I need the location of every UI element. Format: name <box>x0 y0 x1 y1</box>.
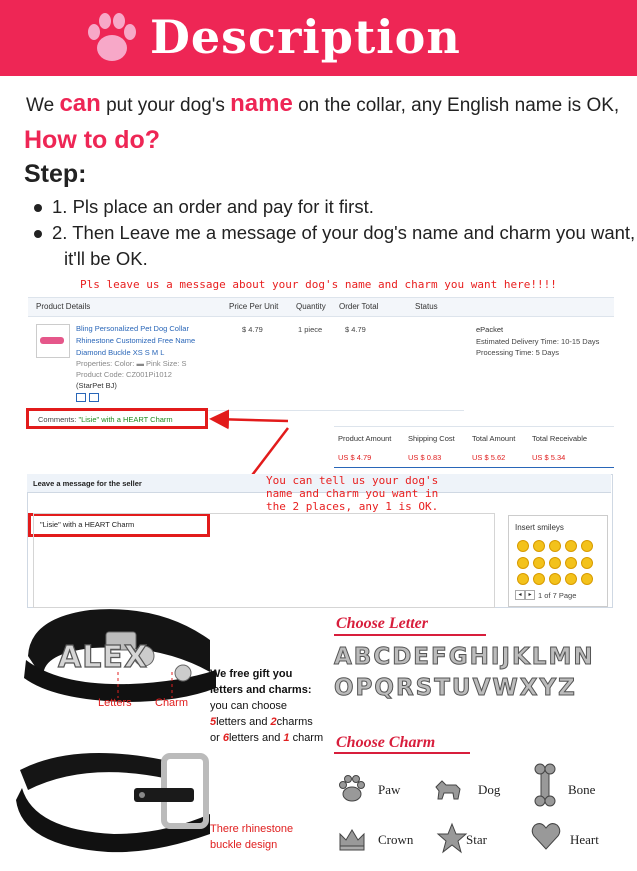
choose-letter-title: Choose Letter <box>336 615 428 632</box>
delivery-time: Estimated Delivery Time: 10-15 Days <box>476 337 600 346</box>
summary-header-total: Total Amount <box>472 434 516 443</box>
smileys-title: Insert smileys <box>515 523 564 532</box>
heart-charm-icon <box>530 820 562 852</box>
bone-charm-icon <box>532 762 558 808</box>
store-name: (StarPet BJ) <box>76 381 117 390</box>
product-title-line3[interactable]: Diamond Buckle XS S M L <box>76 348 165 357</box>
summary-amount: US $ 4.79 <box>338 453 372 462</box>
letter-row-1: ABCDEFGHIJKLMN <box>334 644 595 670</box>
processing-time: Processing Time: 5 Days <box>476 348 559 357</box>
step-2: 2. Then Leave me a message of your dog's name and charm you want, <box>34 222 635 244</box>
smiley-icon[interactable] <box>565 573 577 585</box>
charm-label-bone: Bone <box>568 782 596 797</box>
instruction-text: Pls leave us a message about your dog's name and charm you want here!!!! <box>80 278 557 291</box>
step-2-continued: it'll be OK. <box>64 248 148 269</box>
intro-text: We can put your dog's name on the collar, any English name is OK, <box>26 90 620 117</box>
product-title-line1[interactable]: Bling Personalized Pet Dog Collar <box>76 324 189 333</box>
choose-charm-title: Choose Charm <box>336 734 436 751</box>
smiley-icon[interactable] <box>533 540 545 552</box>
star-charm-icon <box>436 822 468 854</box>
header-product-details: Product Details <box>36 302 91 311</box>
step-heading: Step: <box>24 160 87 188</box>
smiley-icon[interactable] <box>517 573 529 585</box>
smiley-icon[interactable] <box>565 557 577 569</box>
charm-label-star: Star <box>466 832 487 847</box>
buckle-collar-image <box>14 730 214 860</box>
smiley-icon[interactable] <box>581 557 593 569</box>
buckle-note-line1: There rhinestone <box>210 823 294 835</box>
header-quantity: Quantity <box>296 302 326 311</box>
buckle-note-line2: buckle design <box>210 839 278 851</box>
summary-receivable: US $ 5.34 <box>532 453 566 462</box>
paw-charm-icon <box>336 773 368 805</box>
quantity: 1 piece <box>298 325 323 334</box>
smileys-panel <box>508 515 608 607</box>
step-1: 1. Pls place an order and pay for it first. <box>34 196 374 218</box>
smiley-icon[interactable] <box>549 540 561 552</box>
shipping-method: ePacket <box>476 325 504 334</box>
choose-letter-underline <box>334 634 486 636</box>
letters-label: Letters <box>98 697 132 709</box>
comments-row: Comments: "Lisie" with a HEART Charm <box>38 415 173 424</box>
smiley-icon[interactable] <box>549 557 561 569</box>
collar-letters: ALEX <box>58 640 148 675</box>
banner-title: Description <box>150 10 461 64</box>
next-page-button[interactable]: ▸ <box>525 590 535 600</box>
gift-line4: 5letters and 2charms <box>210 716 313 728</box>
smiley-icon[interactable] <box>517 557 529 569</box>
product-properties: Properties: Color: ▬ Pink Size: S <box>76 359 187 368</box>
summary-shipping: US $ 0.83 <box>408 453 442 462</box>
gift-line3: you can choose <box>210 700 288 712</box>
letter-row-2: OPQRSTUVWXYZ <box>334 675 577 701</box>
summary-header-shipping: Shipping Cost <box>408 434 455 443</box>
charm-label: Charm <box>155 697 189 709</box>
gift-line2: letters and charms: <box>210 684 312 696</box>
crown-charm-icon <box>336 822 368 854</box>
summary-header-amount: Product Amount <box>338 434 392 443</box>
product-title-line2[interactable]: Rhinestone Customized Free Name <box>76 336 196 345</box>
smiley-pagination: 1 of 7 Page <box>538 591 577 600</box>
smiley-icon[interactable] <box>533 573 545 585</box>
unit-price: $ 4.79 <box>242 325 263 334</box>
charm-label-dog: Dog <box>478 782 501 797</box>
smiley-icon[interactable] <box>581 573 593 585</box>
summary-total: US $ 5.62 <box>472 453 506 462</box>
header-status: Status <box>415 302 438 311</box>
gift-line5: or 6letters and 1 charm <box>210 732 324 744</box>
smiley-icon[interactable] <box>517 540 529 552</box>
smiley-icon[interactable] <box>581 540 593 552</box>
hand-note: You can tell us your dog's name and charm you want in the 2 places, any 1 is OK. <box>266 474 439 513</box>
gift-line1: We free gift you <box>210 668 293 680</box>
dog-charm-icon <box>432 773 464 805</box>
charm-label-paw: Paw <box>378 782 401 797</box>
label-markers <box>110 670 190 700</box>
summary-header-receivable: Total Receivable <box>532 434 588 443</box>
smiley-icon[interactable] <box>565 540 577 552</box>
smiley-icon[interactable] <box>533 557 545 569</box>
message-textarea[interactable] <box>33 513 495 608</box>
smiley-icon[interactable] <box>549 573 561 585</box>
header-price: Price Per Unit <box>229 302 279 311</box>
seller-message-title: Leave a message for the seller <box>33 479 142 488</box>
product-code: Product Code: CZ001Pi1012 <box>76 370 172 379</box>
header-order-total: Order Total <box>339 302 379 311</box>
charm-label-crown: Crown <box>378 832 414 847</box>
howto-heading: How to do? <box>24 126 161 154</box>
seller-message-input[interactable]: "Lisie" with a HEART Charm <box>40 520 135 529</box>
prev-page-button[interactable]: ◂ <box>515 590 525 600</box>
order-total: $ 4.79 <box>345 325 366 334</box>
choose-charm-underline <box>334 752 470 754</box>
charm-label-heart: Heart <box>570 832 599 847</box>
